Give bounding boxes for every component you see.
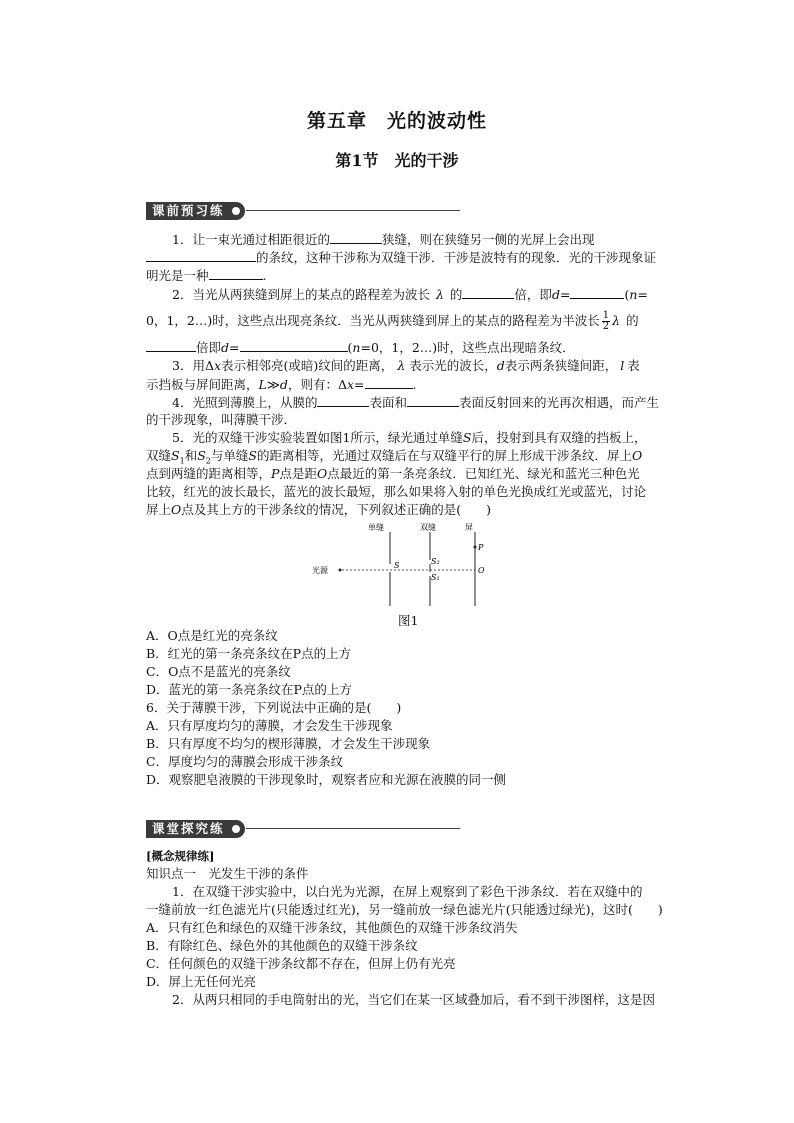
x-symbol: x [213, 358, 222, 373]
single-slit-label: 单缝 [368, 523, 384, 532]
pre-q3-text: = [354, 377, 365, 392]
s2-label: S₂ [431, 557, 440, 566]
pre-q3-text: . [412, 377, 417, 392]
p-label: P [478, 543, 484, 552]
pre-q4-text: 表面反射回来的光再次相遇，而产生 [458, 395, 659, 410]
pre-q5-line3 [146, 466, 682, 482]
pre-q4-text: 的干涉现象，叫薄膜干涉． [146, 412, 297, 427]
q6-option-a[interactable]: A．只有厚度均匀的薄膜，才会发生干涉现象 [146, 718, 393, 733]
pre-q1-line2 [146, 249, 682, 266]
q6-option-c[interactable]: C．厚度均匀的薄膜会形成干涉条纹 [146, 754, 344, 769]
answer-blank[interactable] [209, 267, 263, 280]
pre-q5-text: 5．光的双缝干涉实验装置如图1所示，绿光通过单缝 [172, 430, 463, 445]
double-slit-label: 双缝 [420, 523, 436, 532]
fraction-numerator: 1 [602, 310, 610, 321]
pre-q5-text: 点最近的第一条亮条纹．已知红光、绿光和蓝光三种色光 [327, 466, 640, 481]
double-slit-diagram [312, 520, 500, 618]
pre-q2-text: ( [624, 287, 630, 302]
O-symbol: O [631, 448, 643, 463]
answer-blank[interactable] [462, 286, 514, 299]
pre-q3-text: 3．用Δ [172, 358, 214, 373]
pre-q3-text: 示挡板与屏间距离， [146, 377, 259, 392]
answer-blank[interactable] [330, 231, 382, 244]
q6-stem: 6．关于薄膜干涉，下列说法中正确的是( ) [146, 700, 402, 715]
pre-q5-line4 [146, 484, 682, 500]
light-source-label: 光源 [312, 566, 328, 575]
O-symbol: O [316, 466, 328, 481]
pre-q5-text: 的距离相等，光通过双缝后在与双缝平行的屏上形成干涉条纹．屏上 [256, 448, 632, 463]
point-p-dot [474, 546, 477, 549]
q5-option-c[interactable]: C．O点不是蓝光的亮条纹 [146, 664, 291, 679]
in-class-banner [146, 820, 460, 842]
pre-q2-text: 的 [626, 313, 639, 328]
S1-symbol: S [171, 448, 180, 463]
l-symbol: l [620, 358, 625, 373]
subscript-1: 1 [179, 456, 185, 466]
class-q2-line1: 2．从两只相同的手电筒射出的光，当它们在某一区域叠加后，看不到干涉图样，这是因 [172, 992, 655, 1007]
pre-q2-text: 倍，即 [514, 287, 552, 302]
L-symbol: L [258, 377, 267, 392]
answer-blank[interactable] [240, 339, 348, 352]
class-q1-option-b[interactable]: B．有除红色、绿色外的其他颜色的双缝干涉条纹 [146, 938, 418, 953]
pre-q5-line5 [146, 502, 682, 518]
pre-q1-text: 的条纹，这种干涉称为双缝干涉．干涉是波特有的现象．光的干涉现象证 [256, 250, 657, 265]
q6-option-b[interactable]: B．只有厚度不均匀的楔形薄膜，才会发生干涉现象 [146, 736, 431, 751]
banner-dot-icon [232, 207, 240, 215]
class-q1-line1 [146, 884, 682, 900]
answer-blank[interactable] [317, 394, 369, 407]
class-q1-option-a[interactable]: A．只有红色和绿色的双缝干涉条纹，其他颜色的双缝干涉条纹消失 [146, 920, 518, 935]
pre-q4-text: 表面和 [369, 395, 407, 410]
q5-option-d[interactable]: D．蓝光的第一条亮条纹在P点的上方 [146, 682, 352, 697]
pre-q3-text: 表示光的波长， [409, 358, 497, 373]
subscript-2: 2 [205, 456, 211, 466]
class-q1-option-d[interactable]: D．屏上无任何光亮 [146, 974, 257, 989]
q5-option-b[interactable]: B．红光的第一条亮条纹在P点的上方 [146, 646, 352, 661]
half-fraction [602, 311, 610, 332]
s1-label: S₁ [431, 573, 440, 582]
in-class-banner-label [146, 820, 245, 838]
pre-q1-text: 明光是一种 [146, 268, 209, 283]
pre-class-banner-label [146, 202, 245, 220]
pre-q1-line1 [146, 231, 682, 248]
light-source-dot [339, 569, 342, 572]
d-symbol: d [496, 358, 505, 373]
pre-q3-text: ≫ [266, 377, 280, 392]
answer-blank[interactable] [146, 249, 256, 262]
o-label: O [478, 566, 485, 575]
d-symbol: d [551, 287, 560, 302]
S-symbol: S [462, 430, 472, 445]
n-symbol: n [352, 340, 361, 355]
class-q1-line2 [146, 902, 682, 918]
q6-option-d[interactable]: D．观察肥皂液膜的干涉现象时，观察者应和光源在液膜的同一侧 [146, 772, 507, 787]
pre-q5-text: 比较，红光的波长最长，蓝光的波长最短，那么如果将入射的单色光换成红光或蓝光，讨论 [146, 484, 647, 499]
answer-blank[interactable] [146, 339, 196, 352]
pre-q2-text: 2．当光从两狭缝到屏上的某点的路程差为波长 [172, 287, 430, 302]
class-q1-text: 一缝前放一红色滤光片(只能透过红光)，另一缝前放一绿色滤光片(只能透过绿光)，这时( ) [146, 902, 663, 917]
knowledge-point-1: 知识点一 光发生干涉的条件 [146, 866, 309, 881]
d-symbol: d [221, 340, 230, 355]
in-class-banner-text: 课堂探究练 [152, 821, 225, 836]
figure-caption: 图1 [398, 613, 419, 628]
answer-blank[interactable] [570, 286, 624, 299]
pre-q5-text: 双缝 [146, 448, 172, 463]
banner-rule [246, 828, 460, 829]
pre-class-banner [146, 202, 460, 224]
pre-q2-text: = [229, 340, 240, 355]
pre-q2-line3 [146, 339, 682, 356]
lambda-symbol: λ [397, 358, 406, 373]
pre-q5-text: 后，投射到具有双缝的挡板上， [471, 430, 647, 445]
pre-q2-text: 的 [449, 287, 463, 302]
pre-q3-text: 表示相邻亮(或暗)纹间的距离， [221, 358, 394, 373]
pre-q3-text: 表 [627, 358, 640, 373]
pre-q4-line2 [146, 412, 682, 428]
pre-q1-text: 1．让一束光通过相距很近的 [172, 232, 330, 247]
lambda-symbol: λ [612, 313, 621, 328]
pre-q3-line1 [146, 358, 682, 374]
pre-q2-text: 0，1，2…)时，这些点出现亮条纹．当光从两狭缝到屏上的某点的路程差为半波长 [146, 313, 600, 328]
answer-blank[interactable] [407, 394, 459, 407]
concept-heading: [概念规律练] [146, 849, 215, 863]
banner-dot-icon [232, 825, 240, 833]
pre-q2-text: 倍即 [196, 340, 222, 355]
pre-q3-line2 [146, 376, 682, 393]
chapter-title: 第五章 光的波动性 [306, 110, 487, 132]
pre-q1-line3 [146, 267, 682, 284]
banner-rule [246, 210, 460, 211]
pre-q2-text: =0，1，2…)时，这些点出现暗条纹． [360, 340, 575, 355]
section-title: 第1节 光的干涉 [335, 151, 459, 170]
lambda-symbol: λ [435, 287, 444, 302]
pre-q5-text: 屏上 [146, 502, 172, 517]
screen-label: 屏 [465, 523, 473, 532]
P-symbol: P [271, 466, 280, 481]
n-symbol: n [629, 287, 638, 302]
pre-q5-text: 点是距 [279, 466, 317, 481]
class-q1-text: 1．在双缝干涉实验中，以白光为光源，在屏上观察到了彩色干涉条纹．若在双缝中的 [172, 884, 643, 899]
O-symbol: O [171, 502, 182, 517]
pre-q4-text: 4．光照到薄膜上，从膜的 [172, 395, 318, 410]
pre-q2-line1 [146, 286, 682, 303]
d-symbol: d [279, 377, 288, 392]
pre-q3-text: 表示两条狭缝间距， [504, 358, 618, 373]
pre-q5-text: 与单缝 [210, 448, 249, 463]
pre-q5-line1 [146, 430, 682, 446]
pre-class-banner-text: 课前预习练 [152, 203, 225, 218]
pre-q1-text: 狭缝，则在狭缝另一侧的光屏上会出现 [381, 232, 595, 247]
pre-q5-text: 和 [184, 448, 198, 463]
S-symbol: S [248, 448, 257, 463]
pre-q4-line1 [146, 394, 682, 411]
S2-symbol: S [197, 448, 206, 463]
pre-q2-text: = [559, 287, 571, 302]
pre-q2-line2 [146, 308, 682, 334]
x-symbol: x [346, 377, 355, 392]
pre-q2-text: = [637, 287, 648, 302]
pre-q2-text: ( [347, 340, 353, 355]
pre-q5-text: 点到两缝的距离相等， [146, 466, 272, 481]
pre-q1-text: . [262, 268, 267, 283]
class-q1-option-c[interactable]: C．任何颜色的双缝干涉条纹都不存在，但屏上仍有光亮 [146, 956, 456, 971]
answer-blank[interactable] [365, 376, 413, 389]
s-label: S [394, 561, 400, 570]
q5-option-a[interactable]: A．O点是红光的亮条纹 [146, 628, 278, 643]
pre-q3-text: ，则有：Δ [287, 377, 347, 392]
pre-q5-text: 点及其上方的干涉条纹的情况，下列叙述正确的是( ) [181, 502, 492, 517]
fraction-denominator: 2 [602, 321, 610, 332]
